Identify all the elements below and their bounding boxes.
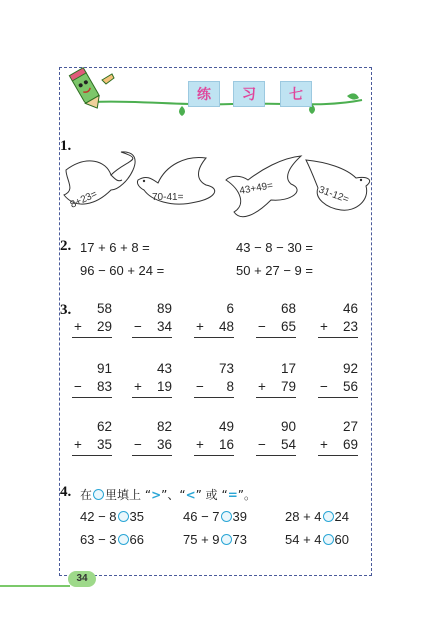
calc-top-number: 6 xyxy=(226,301,234,316)
calc-top-number: 46 xyxy=(342,301,358,316)
less-than-sign: < xyxy=(185,488,196,502)
compare-item-2 xyxy=(183,509,247,524)
calc-bottom-number: 19 xyxy=(156,379,172,394)
vertical-calc xyxy=(72,300,112,338)
calc-bottom-row xyxy=(132,436,172,454)
calc-bottom-row xyxy=(72,378,112,396)
calc-underline xyxy=(318,455,358,456)
q2-equation-2: 43 − 8 − 30 = xyxy=(236,240,313,255)
calc-bottom-number: 79 xyxy=(280,379,296,394)
calc-underline xyxy=(194,455,234,456)
calc-bottom-number: 23 xyxy=(342,319,358,334)
calc-operator: − xyxy=(134,319,142,334)
blank-circle-icon xyxy=(93,489,104,500)
calc-underline xyxy=(194,337,234,338)
q2-equation-3: 96 − 60 + 24 = xyxy=(80,263,165,278)
greater-than-sign: > xyxy=(151,488,162,502)
vertical-calc xyxy=(194,418,234,456)
calc-bottom-number: 35 xyxy=(96,437,112,452)
compare-right: 60 xyxy=(334,532,349,547)
calc-underline xyxy=(256,337,296,338)
calc-bottom-number: 8 xyxy=(226,379,234,394)
calc-bottom-row xyxy=(132,378,172,396)
compare-right: 73 xyxy=(232,532,247,547)
calc-underline xyxy=(72,397,112,398)
q2-equation-1: 17 + 6 + 8 = xyxy=(80,240,150,255)
equals-sign: = xyxy=(227,488,238,502)
calc-bottom-row xyxy=(256,436,296,454)
compare-left: 75 + 9 xyxy=(183,532,220,547)
pencil-mascot-icon xyxy=(68,64,120,110)
dove-1-label: 8+23= xyxy=(68,188,99,211)
calc-bottom-number: 36 xyxy=(156,437,172,452)
vertical-calc xyxy=(132,300,172,338)
answer-circle[interactable] xyxy=(118,511,129,522)
calc-bottom-row xyxy=(318,378,358,396)
instruction-text: ”、“ xyxy=(161,488,186,502)
answer-circle[interactable] xyxy=(221,534,232,545)
calc-operator: − xyxy=(258,437,266,452)
vertical-calc xyxy=(256,418,296,456)
answer-circle[interactable] xyxy=(323,511,334,522)
question-1-number: 1. xyxy=(60,138,72,154)
calc-bottom-number: 29 xyxy=(96,319,112,334)
vertical-calc xyxy=(256,300,296,338)
calc-operator: − xyxy=(74,379,82,394)
calc-top-number: 73 xyxy=(218,361,234,376)
calc-top-number: 89 xyxy=(156,301,172,316)
vertical-calc xyxy=(194,360,234,398)
calc-bottom-row xyxy=(256,378,296,396)
calc-bottom-number: 69 xyxy=(342,437,358,452)
calc-bottom-number: 16 xyxy=(218,437,234,452)
doves-illustration xyxy=(56,150,372,230)
dove-icon xyxy=(306,160,370,210)
vertical-calc xyxy=(318,418,358,456)
calc-bottom-number: 56 xyxy=(342,379,358,394)
calc-top-number: 17 xyxy=(280,361,296,376)
title-char-1: 练 xyxy=(188,81,220,107)
title-char-3: 七 xyxy=(280,81,312,107)
compare-left: 28 + 4 xyxy=(285,509,322,524)
calc-underline xyxy=(318,337,358,338)
calc-operator: − xyxy=(196,379,204,394)
compare-right: 24 xyxy=(334,509,349,524)
dove-2-label: 70-41= xyxy=(152,192,184,203)
compare-left: 42 − 8 xyxy=(80,509,117,524)
dove-3-label: 43+49= xyxy=(238,180,274,197)
q4-instruction xyxy=(80,486,256,503)
calc-underline xyxy=(132,455,172,456)
compare-item-3 xyxy=(285,509,349,524)
calc-top-number: 90 xyxy=(280,419,296,434)
calc-top-number: 92 xyxy=(342,361,358,376)
vertical-calc xyxy=(318,360,358,398)
calc-operator: + xyxy=(320,319,328,334)
calc-bottom-row xyxy=(194,436,234,454)
calc-top-number: 43 xyxy=(156,361,172,376)
calc-top-number: 91 xyxy=(96,361,112,376)
vertical-calc xyxy=(318,300,358,338)
calc-operator: + xyxy=(74,437,82,452)
instruction-text: ”。 xyxy=(237,488,256,502)
calc-bottom-row xyxy=(72,318,112,336)
calc-top-number: 62 xyxy=(96,419,112,434)
calc-operator: + xyxy=(196,437,204,452)
compare-item-5 xyxy=(183,532,247,547)
vertical-calc xyxy=(132,418,172,456)
instruction-text: 在 xyxy=(80,488,93,502)
instruction-text: ” 或 “ xyxy=(195,488,228,502)
instruction-text: 里填上 “ xyxy=(105,488,152,502)
calc-underline xyxy=(256,397,296,398)
calc-underline xyxy=(132,397,172,398)
calc-underline xyxy=(318,397,358,398)
calc-operator: − xyxy=(134,437,142,452)
compare-left: 46 − 7 xyxy=(183,509,220,524)
answer-circle[interactable] xyxy=(323,534,334,545)
calc-operator: + xyxy=(258,379,266,394)
calc-underline xyxy=(194,397,234,398)
calc-operator: + xyxy=(134,379,142,394)
calc-top-number: 68 xyxy=(280,301,296,316)
calc-underline xyxy=(72,455,112,456)
calc-underline xyxy=(132,337,172,338)
dove-icon xyxy=(64,152,135,204)
calc-bottom-row xyxy=(132,318,172,336)
calc-bottom-row xyxy=(194,318,234,336)
compare-left: 54 + 4 xyxy=(285,532,322,547)
compare-item-4 xyxy=(80,532,144,547)
calc-bottom-number: 54 xyxy=(280,437,296,452)
calc-operator: + xyxy=(74,319,82,334)
calc-top-number: 82 xyxy=(156,419,172,434)
calc-underline xyxy=(256,455,296,456)
calc-bottom-number: 48 xyxy=(218,319,234,334)
compare-item-6 xyxy=(285,532,349,547)
title-char-2: 习 xyxy=(233,81,265,107)
calc-bottom-number: 65 xyxy=(280,319,296,334)
vertical-calc xyxy=(72,418,112,456)
vertical-calc xyxy=(72,360,112,398)
vertical-calc xyxy=(256,360,296,398)
calc-bottom-number: 34 xyxy=(156,319,172,334)
calc-bottom-row xyxy=(318,318,358,336)
compare-right: 39 xyxy=(232,509,247,524)
compare-item-1 xyxy=(80,509,144,524)
question-4-number: 4. xyxy=(60,484,72,500)
vertical-calc xyxy=(132,360,172,398)
answer-circle[interactable] xyxy=(221,511,232,522)
compare-left: 63 − 3 xyxy=(80,532,117,547)
calc-operator: + xyxy=(196,319,204,334)
calc-operator: − xyxy=(320,379,328,394)
vertical-calc xyxy=(194,300,234,338)
calc-operator: − xyxy=(258,319,266,334)
calc-top-number: 27 xyxy=(342,419,358,434)
q2-equation-4: 50 + 27 − 9 = xyxy=(236,263,313,278)
question-2-number: 2. xyxy=(60,238,72,254)
compare-right: 35 xyxy=(129,509,144,524)
calc-bottom-row xyxy=(256,318,296,336)
calc-bottom-row xyxy=(318,436,358,454)
calc-bottom-row xyxy=(194,378,234,396)
compare-right: 66 xyxy=(129,532,144,547)
calc-bottom-row xyxy=(72,436,112,454)
calc-top-number: 58 xyxy=(96,301,112,316)
calc-bottom-number: 83 xyxy=(96,379,112,394)
page-number: 34 xyxy=(68,571,96,587)
question-3-number: 3. xyxy=(60,302,72,318)
calc-underline xyxy=(72,337,112,338)
calc-operator: + xyxy=(320,437,328,452)
calc-top-number: 49 xyxy=(218,419,234,434)
answer-circle[interactable] xyxy=(118,534,129,545)
dove-4-label: 31-12= xyxy=(316,184,351,206)
